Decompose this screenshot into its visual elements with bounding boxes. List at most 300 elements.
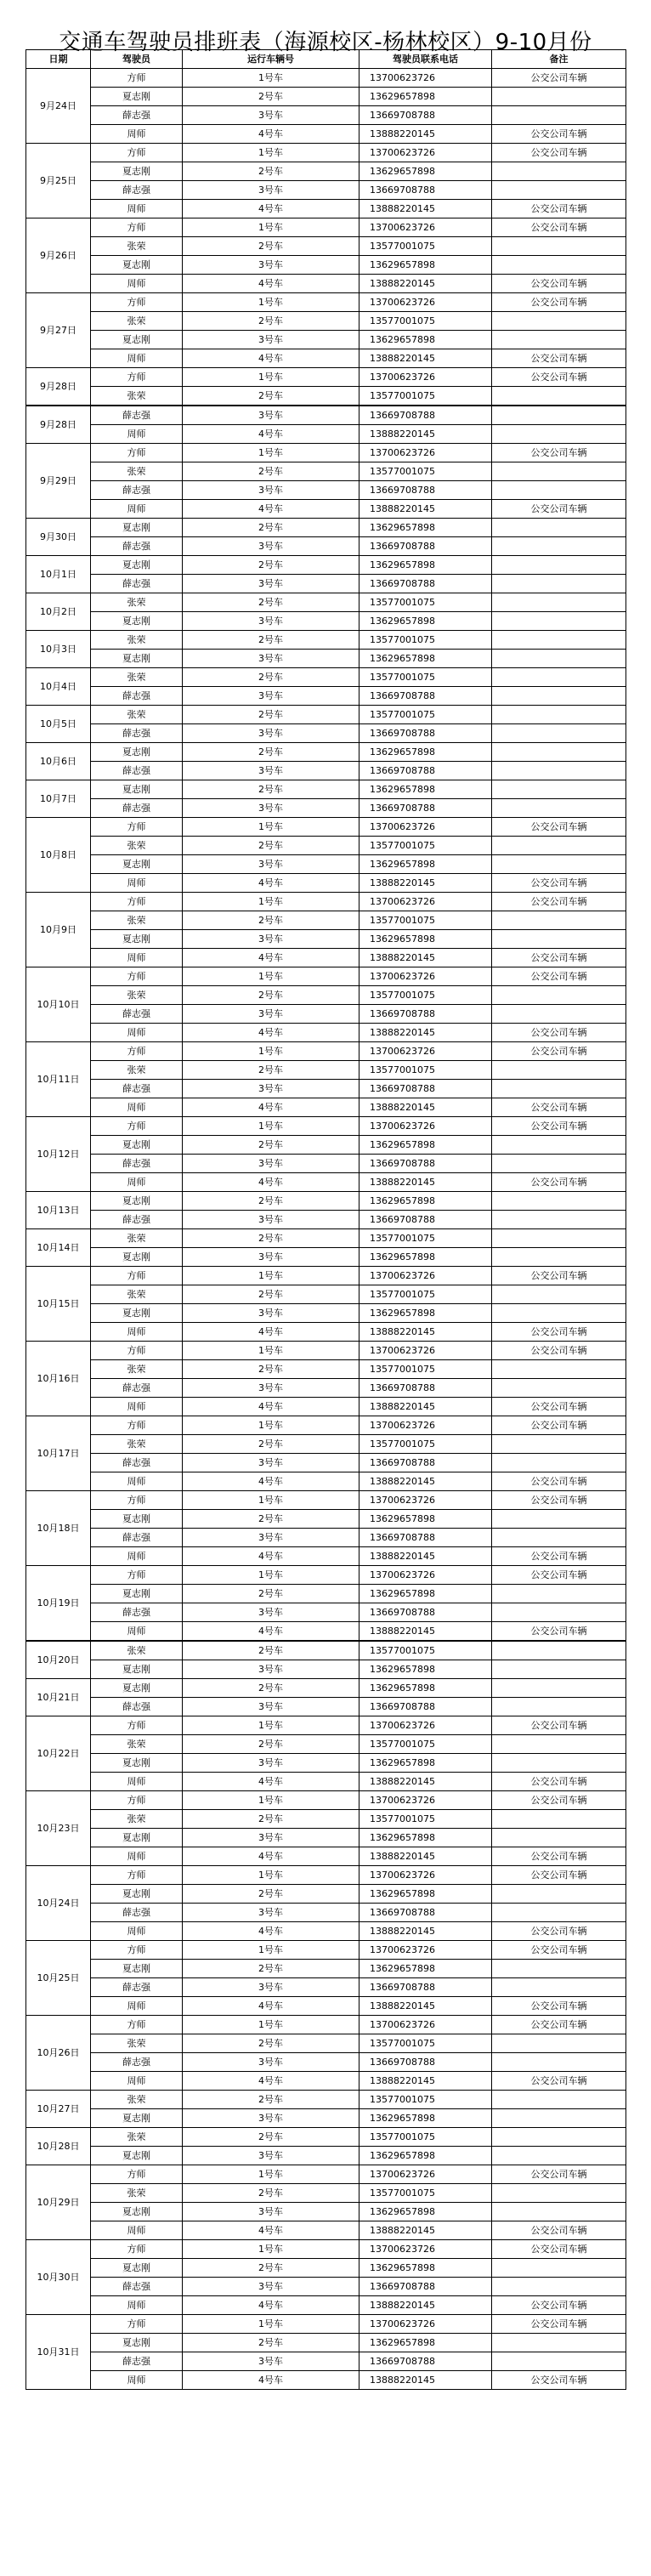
remark-cell: 公交公司车辆 [492,125,626,144]
table-row [26,1061,626,1080]
vehicle-cell: 3号车 [183,2352,359,2371]
vehicle-cell: 4号车 [183,1472,359,1491]
table-row [26,2221,626,2240]
driver-cell: 方师 [91,1342,183,1360]
phone-cell: 13629657898 [359,1754,492,1773]
driver-cell: 张荣 [91,837,183,855]
driver-cell: 夏志刚 [91,88,183,106]
remark-cell [492,2259,626,2278]
phone-cell: 13700623726 [359,1941,492,1960]
vehicle-cell: 1号车 [183,1866,359,1885]
date-cell: 10月23日 [26,1791,91,1866]
date-cell: 10月18日 [26,1491,91,1566]
vehicle-cell: 4号车 [183,1323,359,1342]
date-cell: 10月17日 [26,1416,91,1491]
remark-cell [492,2147,626,2165]
vehicle-cell: 3号车 [183,331,359,349]
table-row [26,2147,626,2165]
phone-cell: 13888220145 [359,1547,492,1566]
driver-cell: 薛志强 [91,575,183,593]
phone-cell: 13669708788 [359,1211,492,1229]
vehicle-cell: 1号车 [183,1566,359,1585]
remark-cell [492,312,626,331]
table-row [26,1922,626,1941]
phone-cell: 13700623726 [359,1866,492,1885]
vehicle-cell: 4号车 [183,2221,359,2240]
driver-cell: 薛志强 [91,1698,183,1716]
vehicle-cell: 1号车 [183,1042,359,1061]
phone-cell: 13669708788 [359,762,492,780]
table-row [26,1472,626,1491]
phone-cell: 13577001075 [359,986,492,1005]
date-cell: 10月30日 [26,2240,91,2315]
phone-cell: 13669708788 [359,1454,492,1472]
driver-cell: 方师 [91,2165,183,2184]
remark-cell: 公交公司车辆 [492,1997,626,2016]
phone-cell: 13577001075 [359,1435,492,1454]
table-row [26,1304,626,1323]
driver-cell: 夏志刚 [91,1885,183,1904]
phone-cell: 13669708788 [359,1978,492,1997]
remark-cell [492,1754,626,1773]
remark-cell [492,593,626,612]
remark-cell [492,780,626,799]
phone-cell: 13888220145 [359,125,492,144]
driver-cell: 薛志强 [91,1379,183,1398]
table-row [26,1829,626,1847]
vehicle-cell: 2号车 [183,1285,359,1304]
driver-cell: 方师 [91,2240,183,2259]
remark-cell [492,2109,626,2128]
phone-cell: 13669708788 [359,724,492,743]
driver-cell: 周师 [91,425,183,444]
remark-cell: 公交公司车辆 [492,1491,626,1510]
remark-cell [492,1810,626,1829]
vehicle-cell: 3号车 [183,1454,359,1472]
driver-cell: 夏志刚 [91,2334,183,2352]
driver-cell: 周师 [91,874,183,893]
table-row [26,1603,626,1622]
driver-cell: 夏志刚 [91,256,183,275]
phone-cell: 13577001075 [359,2034,492,2053]
table-row [26,949,626,967]
driver-cell: 夏志刚 [91,2259,183,2278]
remark-cell [492,462,626,481]
table-row [26,1716,626,1735]
phone-cell: 13577001075 [359,631,492,650]
phone-cell: 13700623726 [359,69,492,88]
vehicle-cell: 1号车 [183,2016,359,2034]
driver-cell: 张荣 [91,2184,183,2203]
vehicle-cell: 4号车 [183,1098,359,1117]
table-row [26,575,626,593]
remark-cell [492,1679,626,1698]
vehicle-cell: 2号车 [183,1641,359,1660]
driver-cell: 方师 [91,293,183,312]
driver-cell: 方师 [91,1716,183,1735]
driver-cell: 薛志强 [91,1904,183,1922]
driver-cell: 方师 [91,967,183,986]
remark-cell: 公交公司车辆 [492,1773,626,1791]
phone-cell: 13700623726 [359,144,492,162]
phone-cell: 13629657898 [359,556,492,575]
phone-cell: 13700623726 [359,368,492,387]
table-row [26,425,626,444]
vehicle-cell: 2号车 [183,1435,359,1454]
table-row [26,1285,626,1304]
vehicle-cell: 3号车 [183,1529,359,1547]
vehicle-cell: 1号车 [183,444,359,462]
vehicle-cell: 4号车 [183,874,359,893]
vehicle-cell: 4号车 [183,349,359,368]
table-row [26,1641,626,1660]
date-cell: 10月8日 [26,818,91,893]
vehicle-cell: 2号车 [183,631,359,650]
header-date: 日期 [26,50,91,69]
table-row [26,1773,626,1791]
vehicle-cell: 2号车 [183,162,359,181]
table-row [26,1136,626,1155]
table-row [26,1698,626,1716]
remark-cell [492,1285,626,1304]
phone-cell: 13629657898 [359,1510,492,1529]
remark-cell [492,2034,626,2053]
vehicle-cell: 3号车 [183,799,359,818]
phone-cell: 13888220145 [359,1997,492,2016]
remark-cell [492,88,626,106]
remark-cell [492,650,626,668]
driver-cell: 薛志强 [91,1603,183,1622]
remark-cell [492,1698,626,1716]
vehicle-cell: 1号车 [183,1791,359,1810]
date-cell: 10月10日 [26,967,91,1042]
phone-cell: 13629657898 [359,780,492,799]
vehicle-cell: 1号车 [183,1416,359,1435]
driver-cell: 夏志刚 [91,162,183,181]
table-row [26,2334,626,2352]
phone-cell: 13577001075 [359,1810,492,1829]
remark-cell: 公交公司车辆 [492,1416,626,1435]
phone-cell: 13629657898 [359,1885,492,1904]
table-row [26,1248,626,1267]
phone-cell: 13629657898 [359,930,492,949]
remark-cell [492,256,626,275]
date-cell: 10月14日 [26,1229,91,1267]
phone-cell: 13888220145 [359,1622,492,1642]
driver-cell: 方师 [91,69,183,88]
driver-cell: 方师 [91,368,183,387]
driver-cell: 方师 [91,1941,183,1960]
driver-cell: 周师 [91,949,183,967]
remark-cell [492,181,626,200]
phone-cell: 13669708788 [359,181,492,200]
driver-cell: 夏志刚 [91,1136,183,1155]
date-cell: 9月28日 [26,368,91,406]
phone-cell: 13629657898 [359,88,492,106]
vehicle-cell: 2号车 [183,1510,359,1529]
phone-cell: 13629657898 [359,331,492,349]
vehicle-cell: 4号车 [183,1997,359,2016]
table-row [26,1229,626,1248]
table-row [26,2184,626,2203]
remark-cell [492,1360,626,1379]
remark-cell: 公交公司车辆 [492,293,626,312]
phone-cell: 13577001075 [359,837,492,855]
phone-cell: 13888220145 [359,874,492,893]
remark-cell: 公交公司车辆 [492,69,626,88]
remark-cell [492,724,626,743]
table-row [26,1342,626,1360]
remark-cell [492,799,626,818]
table-row [26,893,626,911]
remark-cell: 公交公司车辆 [492,144,626,162]
header-vehicle: 运行车辆号 [183,50,359,69]
phone-cell: 13700623726 [359,2240,492,2259]
remark-cell: 公交公司车辆 [492,1323,626,1342]
driver-cell: 薛志强 [91,799,183,818]
remark-cell [492,519,626,537]
table-row [26,1885,626,1904]
table-row [26,1360,626,1379]
remark-cell [492,1978,626,1997]
phone-cell: 13629657898 [359,2147,492,2165]
table-header [26,50,626,69]
table-row [26,799,626,818]
table-row [26,668,626,687]
remark-cell: 公交公司车辆 [492,1472,626,1491]
driver-cell: 张荣 [91,593,183,612]
driver-cell: 薛志强 [91,1080,183,1098]
driver-cell: 薛志强 [91,1978,183,1997]
phone-cell: 13669708788 [359,1529,492,1547]
phone-cell: 13629657898 [359,1585,492,1603]
phone-cell: 13577001075 [359,706,492,724]
vehicle-cell: 4号车 [183,1173,359,1192]
driver-cell: 夏志刚 [91,1585,183,1603]
remark-cell: 公交公司车辆 [492,1847,626,1866]
driver-cell: 夏志刚 [91,1679,183,1698]
table-row [26,1398,626,1416]
driver-cell: 周师 [91,349,183,368]
vehicle-cell: 2号车 [183,1960,359,1978]
phone-cell: 13629657898 [359,2259,492,2278]
driver-cell: 周师 [91,200,183,218]
phone-cell: 13629657898 [359,1660,492,1679]
remark-cell: 公交公司车辆 [492,967,626,986]
vehicle-cell: 3号车 [183,650,359,668]
driver-cell: 夏志刚 [91,556,183,575]
remark-cell [492,762,626,780]
phone-cell: 13629657898 [359,1679,492,1698]
vehicle-cell: 1号车 [183,144,359,162]
table-row [26,293,626,312]
remark-cell: 公交公司车辆 [492,1566,626,1585]
date-cell: 10月27日 [26,2091,91,2128]
date-cell: 10月25日 [26,1941,91,2016]
vehicle-cell: 3号车 [183,1978,359,1997]
table-row [26,1416,626,1435]
driver-cell: 夏志刚 [91,2109,183,2128]
table-row [26,2371,626,2390]
phone-cell: 13669708788 [359,2352,492,2371]
table-row [26,2091,626,2109]
table-row [26,1679,626,1698]
remark-cell [492,1885,626,1904]
phone-cell: 13669708788 [359,1698,492,1716]
driver-cell: 夏志刚 [91,1304,183,1323]
phone-cell: 13888220145 [359,1173,492,1192]
phone-cell: 13700623726 [359,1117,492,1136]
driver-cell: 张荣 [91,631,183,650]
vehicle-cell: 3号车 [183,1698,359,1716]
driver-cell: 周师 [91,1472,183,1491]
vehicle-cell: 2号车 [183,1885,359,1904]
vehicle-cell: 2号车 [183,1136,359,1155]
phone-cell: 13629657898 [359,855,492,874]
vehicle-cell: 3号车 [183,2109,359,2128]
remark-cell [492,331,626,349]
remark-cell: 公交公司车辆 [492,1791,626,1810]
driver-cell: 周师 [91,1922,183,1941]
table-row [26,444,626,462]
table-row [26,537,626,556]
driver-cell: 张荣 [91,1285,183,1304]
table-row [26,687,626,706]
vehicle-cell: 1号车 [183,967,359,986]
schedule-table [25,49,626,2390]
vehicle-cell: 3号车 [183,575,359,593]
date-cell: 10月16日 [26,1342,91,1416]
driver-cell: 周师 [91,1398,183,1416]
phone-cell: 13700623726 [359,1042,492,1061]
remark-cell [492,2053,626,2072]
remark-cell: 公交公司车辆 [492,818,626,837]
driver-cell: 周师 [91,275,183,293]
driver-cell: 张荣 [91,1061,183,1080]
vehicle-cell: 4号车 [183,2371,359,2390]
remark-cell [492,406,626,425]
vehicle-cell: 2号车 [183,387,359,406]
remark-cell [492,2184,626,2203]
date-cell: 10月22日 [26,1716,91,1791]
phone-cell: 13629657898 [359,612,492,631]
vehicle-cell: 4号车 [183,1922,359,1941]
driver-cell: 方师 [91,444,183,462]
vehicle-cell: 4号车 [183,1024,359,1042]
phone-cell: 13888220145 [359,2072,492,2091]
driver-cell: 薛志强 [91,762,183,780]
driver-cell: 张荣 [91,706,183,724]
table-row [26,1866,626,1885]
phone-cell: 13577001075 [359,911,492,930]
remark-cell [492,612,626,631]
table-row [26,2034,626,2053]
phone-cell: 13888220145 [359,1773,492,1791]
header-remark: 备注 [492,50,626,69]
table-row [26,181,626,200]
vehicle-cell: 3号车 [183,1754,359,1773]
phone-cell: 13700623726 [359,1491,492,1510]
date-cell: 10月11日 [26,1042,91,1117]
phone-cell: 13700623726 [359,967,492,986]
driver-cell: 薛志强 [91,724,183,743]
table-row [26,1080,626,1098]
remark-cell [492,631,626,650]
table-row [26,1454,626,1472]
table-row [26,1791,626,1810]
phone-cell: 13577001075 [359,1061,492,1080]
table-row [26,2278,626,2296]
remark-cell [492,1660,626,1679]
remark-cell [492,556,626,575]
driver-cell: 张荣 [91,312,183,331]
driver-cell: 张荣 [91,2034,183,2053]
phone-cell: 13669708788 [359,2278,492,2296]
date-cell: 10月26日 [26,2016,91,2091]
phone-cell: 13629657898 [359,1304,492,1323]
table-row [26,237,626,256]
phone-cell: 13888220145 [359,275,492,293]
driver-cell: 夏志刚 [91,855,183,874]
table-row [26,2016,626,2034]
driver-cell: 薛志强 [91,1211,183,1229]
vehicle-cell: 2号车 [183,780,359,799]
remark-cell [492,911,626,930]
date-cell: 10月24日 [26,1866,91,1941]
phone-cell: 13629657898 [359,2203,492,2221]
phone-cell: 13577001075 [359,593,492,612]
remark-cell [492,837,626,855]
vehicle-cell: 3号车 [183,1248,359,1267]
driver-cell: 周师 [91,2296,183,2315]
phone-cell: 13888220145 [359,349,492,368]
remark-cell [492,1229,626,1248]
date-cell: 9月30日 [26,519,91,556]
remark-cell [492,2128,626,2147]
phone-cell: 13888220145 [359,949,492,967]
date-cell: 10月9日 [26,893,91,967]
remark-cell [492,855,626,874]
driver-cell: 周师 [91,1773,183,1791]
table-row [26,1754,626,1773]
remark-cell [492,1529,626,1547]
table-row [26,1155,626,1173]
phone-cell: 13577001075 [359,387,492,406]
phone-cell: 13700623726 [359,1791,492,1810]
remark-cell [492,1585,626,1603]
table-row [26,1566,626,1585]
vehicle-cell: 3号车 [183,406,359,425]
driver-cell: 方师 [91,893,183,911]
remark-cell [492,986,626,1005]
phone-cell: 13629657898 [359,2109,492,2128]
table-row [26,2240,626,2259]
vehicle-cell: 3号车 [183,1155,359,1173]
vehicle-cell: 4号车 [183,500,359,519]
remark-cell: 公交公司车辆 [492,893,626,911]
table-row [26,967,626,986]
phone-cell: 13700623726 [359,444,492,462]
vehicle-cell: 2号车 [183,462,359,481]
driver-cell: 薛志强 [91,687,183,706]
vehicle-cell: 4号车 [183,1773,359,1791]
driver-cell: 张荣 [91,911,183,930]
remark-cell: 公交公司车辆 [492,2240,626,2259]
vehicle-cell: 1号车 [183,218,359,237]
driver-cell: 周师 [91,1098,183,1117]
vehicle-cell: 4号车 [183,1398,359,1416]
vehicle-cell: 4号车 [183,1847,359,1866]
